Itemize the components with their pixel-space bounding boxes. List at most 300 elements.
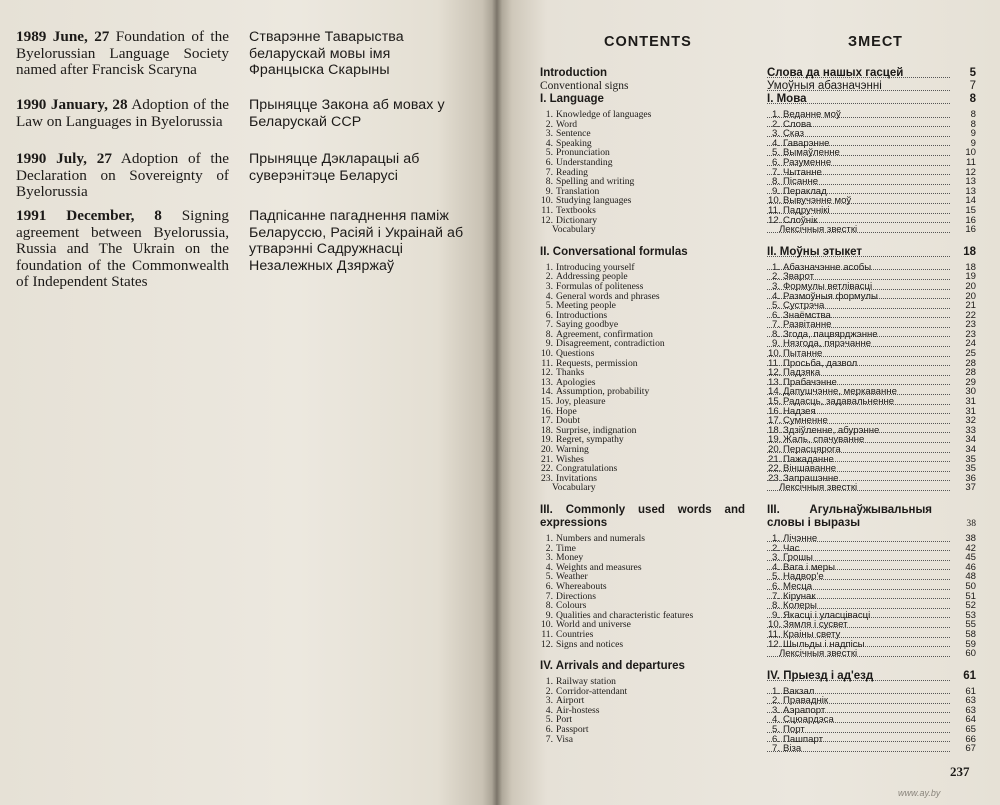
toc-item-label: Weights and measures [556, 562, 642, 573]
toc-item-by-label: Абазначэнне асобы [783, 262, 872, 273]
toc-item-label: Meeting people [556, 301, 616, 311]
toc-item-en [540, 397, 745, 407]
page-ref: 18 [965, 262, 976, 273]
toc-item-number: 10. [768, 196, 782, 206]
toc-item-number: 1. [545, 533, 553, 544]
toc-item-en [540, 620, 745, 630]
page-ref: 66 [965, 734, 976, 745]
toc-item-by [767, 139, 976, 149]
page-ref: 29 [965, 377, 976, 388]
page-ref: 53 [965, 610, 976, 621]
page-ref: 14 [965, 196, 976, 206]
toc-item-label: Railway station [556, 677, 616, 687]
contents-conventional-by-label: Умоўныя абазначэнні [767, 80, 882, 92]
toc-item-en [540, 387, 745, 397]
toc-item-label: General words and phrases [556, 291, 660, 302]
toc-item-label: Qualities and characteristic features [556, 610, 694, 621]
page-ref: 55 [965, 620, 976, 630]
toc-item-by-label: Вывучэнне моў [783, 196, 852, 206]
toc-item-number: 12. [768, 368, 782, 378]
toc-item-number: 11. [768, 358, 781, 369]
spacer [540, 235, 745, 246]
toc-item-number: 1. [771, 262, 780, 273]
toc-item-number: 3. [771, 705, 780, 716]
toc-item-number: 11. [768, 205, 781, 216]
toc-item-number: 10. [768, 620, 782, 630]
toc-item-number: 6. [545, 581, 553, 592]
toc-item-label: Money [556, 553, 584, 563]
toc-item-by [767, 715, 976, 725]
toc-item-number: 3. [771, 281, 780, 292]
toc-item-number: 8. [545, 601, 553, 611]
toc-item-en [540, 426, 745, 436]
toc-item-by-label: Гаварэнне [783, 138, 830, 149]
toc-item-number: 5. [545, 301, 553, 311]
toc-item-number: 6. [771, 157, 780, 168]
page-ref: 61 [965, 686, 976, 697]
section-title-en: II. Conversational formulas [540, 245, 688, 258]
toc-item-by-label: Дапушчэнне, меркаванне [783, 387, 897, 398]
toc-item-en [540, 416, 745, 426]
page-ref: 12 [965, 167, 976, 178]
section-title-by [767, 93, 976, 106]
toc-item-by-label: Формулы ветлівасці [783, 281, 873, 292]
toc-item-number: 1. [771, 686, 780, 697]
toc-item-number: 15. [768, 397, 782, 407]
page-ref: 23 [965, 320, 976, 330]
toc-item-number: 11. [541, 358, 553, 369]
toc-vocab-en [540, 483, 745, 493]
toc-item-number: 13. [541, 377, 553, 388]
toc-item-en [540, 611, 745, 621]
page-ref: 33 [965, 425, 976, 436]
toc-item-by [767, 464, 976, 474]
page-ref: 37 [965, 483, 976, 493]
toc-item-by-label: Развітанне [783, 320, 832, 330]
toc-item-by-label: Жаль, спачуванне [783, 435, 865, 445]
toc-item-number: 7. [545, 320, 553, 330]
toc-item-en [540, 368, 745, 378]
toc-item-number: 12. [768, 639, 782, 650]
toc-item-number: 4. [545, 562, 553, 573]
page-ref: 34 [965, 435, 976, 445]
toc-item-by-label: Сумненне [783, 416, 828, 426]
toc-item-number: 12. [541, 639, 553, 650]
section-title-by-label: I. Мова [767, 93, 807, 105]
toc-item-label: Word [556, 119, 578, 130]
toc-item-label: Air-hostess [556, 705, 600, 716]
toc-item-label: Assumption, probability [556, 387, 650, 398]
toc-item-label: Thanks [556, 368, 585, 378]
toc-item-number: 5. [771, 301, 780, 311]
toc-item-label: Doubt [556, 416, 580, 426]
toc-item-by [767, 311, 976, 321]
contents-intro-by-label: Слова да нашых гасцей [767, 67, 904, 79]
page-ref: 22 [965, 310, 976, 321]
page-ref: 36 [965, 473, 976, 484]
chronology-event-en: Adoption of the Law on Languages in Byelorussia [16, 96, 229, 130]
toc-item-label: Translation [556, 186, 600, 197]
toc-item-number: 8. [771, 177, 780, 187]
page-ref: 20 [965, 291, 976, 302]
toc-item-by-label: Краіны свету [783, 629, 841, 640]
page-ref: 16 [965, 225, 976, 235]
toc-item-by [767, 744, 976, 754]
toc-item-en [540, 330, 745, 340]
toc-item-number: 8. [771, 329, 780, 340]
toc-item-label: Understanding [556, 157, 613, 168]
toc-item-label: Regret, sympathy [556, 435, 624, 445]
page-ref: 50 [965, 581, 976, 592]
toc-item-number: 19. [541, 435, 553, 445]
toc-item-en [540, 263, 745, 273]
toc-item-label: Colours [556, 601, 587, 611]
toc-vocab-label: Vocabulary [552, 483, 596, 493]
page-ref: 8 [970, 119, 976, 130]
toc-item-en [540, 534, 745, 544]
toc-item-number: 20. [768, 445, 782, 455]
toc-item-number: 7. [771, 591, 780, 602]
toc-item-label: Sentence [556, 129, 591, 139]
toc-item-by-label: Знаёмства [783, 310, 831, 321]
toc-item-number: 3. [545, 281, 553, 292]
toc-item-number: 4. [771, 291, 780, 302]
contents-intro-en: Introduction [540, 67, 608, 79]
contents-conventional-by [767, 80, 976, 93]
toc-item-number: 3. [545, 696, 553, 706]
chronology-text-en [16, 208, 229, 291]
toc-item-number: 20. [541, 445, 553, 455]
toc-item-by [767, 168, 976, 178]
toc-item-en [540, 110, 745, 120]
toc-item-by [767, 435, 976, 445]
toc-item-by-label: Здзіўленне, абурэнне [783, 425, 880, 436]
toc-item-number: 4. [771, 715, 780, 726]
chronology-event-by: Прыняцце Дэкларацыі аб суверэнітэце Беларусі [249, 151, 420, 184]
toc-item-en [540, 206, 745, 216]
page-ref: 9 [970, 138, 976, 149]
chronology-event-en: Adoption of the Declaration on Sovereignty of Byelorussia [16, 150, 229, 201]
toc-item-by-label: Падручнікі [783, 205, 830, 216]
toc-item-label: Introductions [556, 310, 608, 321]
page-ref: 31 [965, 406, 976, 417]
toc-item-number: 14. [768, 387, 782, 398]
page-ref: 67 [965, 744, 976, 754]
toc-item-number: 2. [771, 119, 780, 130]
contents-heading-by: ЗМЕСТ [848, 34, 903, 50]
page-ref: 20 [965, 281, 976, 292]
toc-item-number: 3. [545, 129, 553, 139]
toc-item-label: Questions [556, 349, 595, 359]
page-ref: 9 [970, 129, 976, 139]
toc-item-label: Wishes [556, 454, 584, 465]
page-ref: 65 [965, 725, 976, 735]
toc-item-label: Directions [556, 591, 596, 602]
page-ref: 11 [966, 157, 976, 168]
toc-item-number: 7. [545, 591, 553, 602]
toc-item-by [767, 601, 976, 611]
toc-item-number: 2. [545, 119, 553, 130]
toc-item-en [540, 735, 745, 745]
toc-item-number: 10. [541, 196, 553, 206]
section-title-by [767, 246, 976, 259]
toc-item-number: 4. [545, 138, 553, 149]
toc-item-by [767, 735, 976, 745]
contents-intro-by [767, 67, 976, 80]
toc-item-en [540, 455, 745, 465]
toc-item-en [540, 282, 745, 292]
toc-item-number: 17. [541, 416, 553, 426]
toc-item-number: 6. [545, 310, 553, 321]
toc-item-number: 1. [771, 533, 780, 544]
toc-item-en [540, 301, 745, 311]
page-ref: 24 [965, 339, 976, 350]
toc-item-number: 22. [768, 464, 782, 474]
toc-item-number: 9. [545, 610, 553, 621]
section-title-by [767, 670, 976, 683]
toc-item-label: Countries [556, 629, 594, 640]
toc-item-en [540, 187, 745, 197]
toc-item-en [540, 378, 745, 388]
toc-item-label: Disagreement, contradiction [556, 339, 665, 350]
toc-item-by [767, 320, 976, 330]
toc-item-by [767, 572, 976, 582]
toc-item-by-label: Радасць, задавальненне [783, 397, 895, 407]
toc-item-label: Numbers and numerals [556, 533, 645, 544]
toc-item-by-label: Пераклад [783, 186, 827, 197]
toc-item-by [767, 368, 976, 378]
page-ref: 8 [969, 93, 976, 105]
toc-item-label: Spelling and writing [556, 177, 635, 187]
toc-item-by-label: Чытанне [783, 167, 822, 178]
spacer [767, 659, 976, 670]
toc-item-by [767, 292, 976, 302]
spacer [767, 235, 976, 246]
toc-item-by [767, 544, 976, 554]
toc-item-number: 17. [768, 416, 782, 426]
toc-item-by [767, 426, 976, 436]
toc-item-number: 2. [545, 272, 553, 282]
toc-item-label: Time [556, 543, 576, 554]
toc-vocab-by [767, 483, 976, 493]
toc-item-number: 5. [771, 572, 780, 582]
toc-item-by [767, 611, 976, 621]
toc-item-number: 13. [768, 377, 782, 388]
toc-item-number: 6. [771, 310, 780, 321]
toc-item-by [767, 216, 976, 226]
chronology-event-by: Прыняцце Закона аб мовах у Беларускай ССР [249, 97, 445, 130]
toc-item-label: World and universe [556, 620, 631, 630]
toc-item-by-label: Порт [783, 725, 805, 735]
toc-item-number: 18. [541, 425, 553, 436]
toc-item-en [540, 553, 745, 563]
toc-item-by-label: Зямля і сусвет [783, 620, 848, 630]
section-title-by-label: II. Моўны этыкет [767, 245, 863, 258]
toc-item-by-label: Зварот [783, 272, 814, 282]
toc-item-label: Requests, permission [556, 358, 638, 369]
toc-item-en [540, 349, 745, 359]
toc-item-number: 4. [771, 138, 780, 149]
toc-item-by-label: Нязгода, пярэчанне [783, 339, 872, 350]
toc-item-en [540, 148, 745, 158]
page-ref: 18 [963, 245, 976, 258]
chronology-text-en [16, 151, 229, 201]
toc-item-by-label: Пажаданне [783, 454, 834, 465]
toc-item-number: 3. [545, 553, 553, 563]
toc-item-number: 2. [771, 543, 780, 554]
toc-item-number: 11. [541, 205, 553, 216]
toc-item-by [767, 474, 976, 484]
toc-item-number: 1. [545, 677, 553, 687]
toc-item-by [767, 272, 976, 282]
chronology-text-en [16, 29, 229, 79]
toc-item-by-label: Запрашэнне [783, 473, 839, 484]
toc-item-by [767, 397, 976, 407]
chronology-event-by: Падпісанне пагаднення паміж Беларуссю, Расіяй і Украінай аб утварэнні Садружнасці Незалежных Дзяржаў [249, 208, 464, 274]
toc-item-by-label: Час [783, 543, 800, 554]
toc-item-number: 5. [771, 148, 780, 158]
toc-item-by [767, 301, 976, 311]
toc-item-label: Corridor-attendant [556, 686, 628, 697]
toc-item-by-label: Колеры [783, 601, 817, 611]
page-ref: 25 [965, 349, 976, 359]
toc-item-by [767, 206, 976, 216]
toc-item-number: 7. [545, 167, 553, 178]
toc-item-by [767, 455, 976, 465]
toc-item-by-label: Якасці і уласцівасці [783, 610, 871, 621]
page-ref: 28 [965, 368, 976, 378]
toc-item-by [767, 416, 976, 426]
toc-item-en [540, 311, 745, 321]
toc-item-by [767, 129, 976, 139]
toc-item-label: Warning [556, 445, 589, 455]
toc-item-by-label: Віншаванне [783, 464, 837, 474]
page-ref: 59 [965, 639, 976, 650]
toc-item-by-label: Праваднік [783, 696, 829, 706]
chronology-event-en: Signing agreement between Byelorussia, Russia and The Ukrain on the foundation of the Commonwealth of Independent States [16, 207, 229, 291]
toc-item-en [540, 706, 745, 716]
chronology-date: 1990 July, 27 [16, 150, 112, 167]
toc-item-number: 11. [541, 629, 553, 640]
toc-item-en [540, 474, 745, 484]
toc-item-by [767, 620, 976, 630]
toc-item-number: 23. [768, 473, 782, 484]
page-ref: 42 [965, 543, 976, 554]
toc-item-en [540, 677, 745, 687]
toc-item-number: 9. [771, 610, 780, 621]
toc-item-by-label: Пашпарт [783, 734, 823, 745]
toc-item-by [767, 387, 976, 397]
page-ref: 28 [965, 358, 976, 369]
toc-item-label: Reading [556, 167, 588, 178]
toc-item-by-label: Слоўнік [783, 215, 818, 226]
toc-item-en [540, 339, 745, 349]
toc-item-en [540, 359, 745, 369]
toc-item-number: 7. [771, 744, 780, 754]
toc-item-label: Speaking [556, 138, 592, 149]
toc-item-number: 3. [771, 553, 780, 563]
toc-item-en [540, 320, 745, 330]
toc-item-label: Textbooks [556, 205, 596, 216]
toc-item-number: 16. [541, 406, 553, 417]
toc-item-en [540, 435, 745, 445]
toc-item-number: 2. [771, 272, 780, 282]
page-ref: 64 [965, 715, 976, 726]
toc-item-label: Apologies [556, 377, 596, 388]
toc-item-by [767, 630, 976, 640]
toc-vocab-by [767, 649, 976, 659]
toc-item-number: 7. [771, 167, 780, 178]
toc-item-by [767, 158, 976, 168]
page-ref: 10 [965, 148, 976, 158]
contents-heading-en: CONTENTS [604, 34, 692, 50]
page-ref: 48 [965, 572, 976, 582]
page-ref: 16 [965, 215, 976, 226]
toc-item-by-label: Слова [783, 119, 812, 130]
toc-item-number: 1. [771, 110, 780, 120]
toc-item-by [767, 725, 976, 735]
toc-item-label: Visa [556, 734, 574, 745]
page-ref: 35 [965, 464, 976, 474]
toc-item-number: 12. [541, 215, 553, 226]
chronology-date: 1989 June, 27 [16, 28, 110, 45]
section-title-by-wrap [767, 504, 976, 530]
spacer [540, 649, 745, 660]
toc-item-number: 4. [545, 705, 553, 716]
toc-item-number: 18. [768, 425, 782, 436]
page-ref: 34 [965, 445, 976, 455]
toc-item-by-label: Кірунак [783, 591, 816, 602]
page-ref: 46 [965, 562, 976, 573]
toc-item-label: Dictionary [556, 215, 598, 226]
page-ref: 60 [965, 649, 976, 659]
toc-item-by-label: Вымаўленне [783, 148, 840, 158]
toc-item-en [540, 640, 745, 650]
toc-item-by [767, 187, 976, 197]
toc-vocab-by-label: Лексічныя звесткі [779, 225, 858, 235]
toc-item-en [540, 292, 745, 302]
section-title-en: IV. Arrivals and departures [540, 660, 685, 673]
toc-item-number: 6. [771, 581, 780, 592]
toc-item-label: Agreement, confirmation [556, 329, 653, 340]
toc-item-number: 6. [771, 734, 780, 745]
toc-item-en [540, 216, 745, 226]
toc-item-label: Passport [556, 725, 589, 735]
toc-item-by-label: Віза [783, 744, 802, 754]
toc-item-by [767, 349, 976, 359]
toc-item-by-label: Веданне моў [783, 110, 841, 120]
toc-item-by-label: Разуменне [783, 157, 832, 168]
toc-item-number: 12. [541, 368, 553, 378]
toc-item-label: Introducing yourself [556, 262, 635, 273]
toc-item-en [540, 725, 745, 735]
toc-item-by [767, 407, 976, 417]
toc-item-en [540, 272, 745, 282]
toc-item-number: 8. [545, 329, 553, 340]
toc-item-label: Knowledge of languages [556, 110, 652, 120]
toc-item-number: 23. [541, 473, 553, 484]
contents-column-by [767, 67, 976, 754]
toc-item-number: 14. [541, 387, 553, 398]
toc-item-number: 4. [545, 291, 553, 302]
toc-item-by [767, 687, 976, 697]
toc-item-by [767, 339, 976, 349]
toc-item-by-label: Сцюардэса [783, 715, 834, 726]
toc-item-by [767, 196, 976, 206]
toc-item-number: 9. [771, 339, 780, 350]
section-title-by-label: IV. Прыезд і ад'езд [767, 669, 874, 682]
toc-item-by [767, 706, 976, 716]
